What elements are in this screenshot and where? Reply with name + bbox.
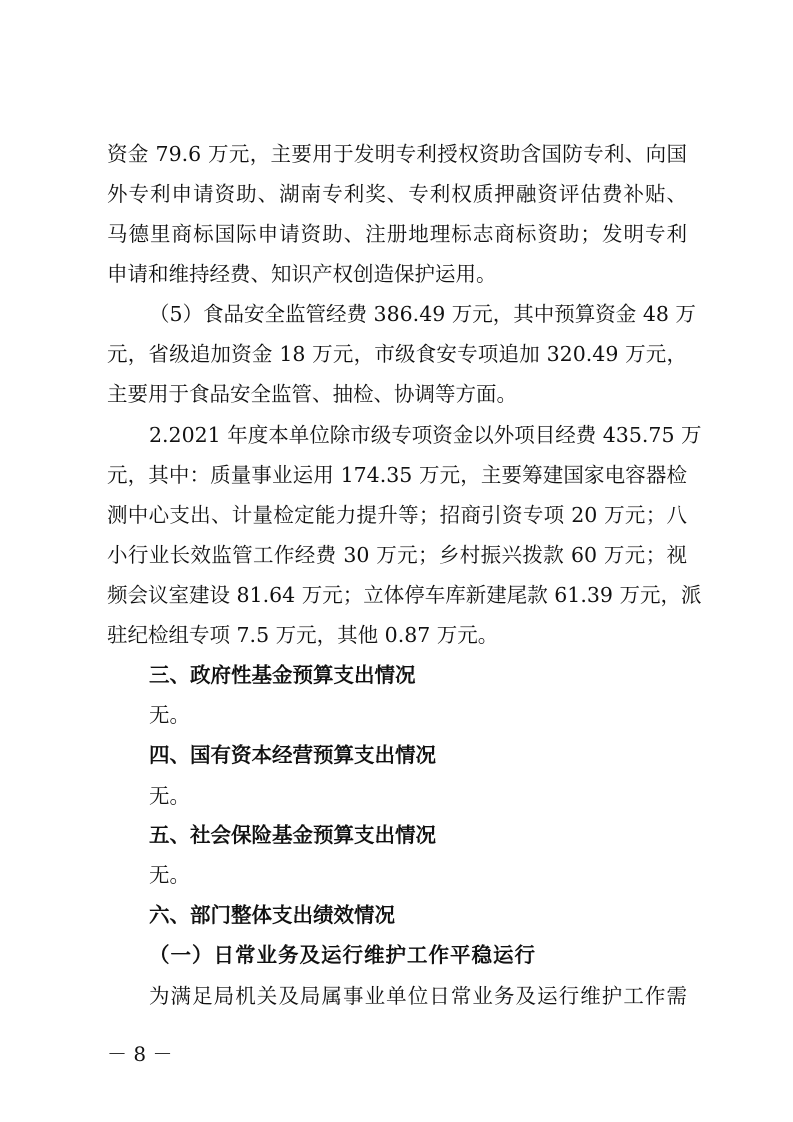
body-line: 主要用于食品安全监管、抽检、协调等方面。 [107, 382, 517, 406]
section-body-5: 无。 [149, 863, 190, 887]
section-body-3: 无。 [149, 703, 190, 727]
page-number: － 8 － [107, 1042, 173, 1066]
body-line: 外专利申请资助、湖南专利奖、专利权质押融资评估费补贴、 [107, 182, 687, 206]
section-heading-4: 四、国有资本经营预算支出情况 [149, 743, 436, 767]
body-line: 申请和维持经费、知识产权创造保护运用。 [107, 262, 497, 286]
body-line: 驻纪检组专项 7.5 万元，其他 0.87 万元。 [107, 623, 499, 647]
body-line: 马德里商标国际申请资助、注册地理标志商标资助；发明专利 [107, 222, 687, 246]
body-line: 2.2021 年度本单位除市级专项资金以外项目经费 435.75 万 [149, 423, 702, 447]
section-body-4: 无。 [149, 784, 190, 808]
body-line: 小行业长效监管工作经费 30 万元；乡村振兴拨款 60 万元；视 [107, 543, 687, 567]
section-heading-5: 五、社会保险基金预算支出情况 [149, 823, 436, 847]
body-line: （5）食品安全监管经费 386.49 万元，其中预算资金 48 万 [149, 302, 696, 326]
body-line: 为满足局机关及局属事业单位日常业务及运行维护工作需 [149, 984, 687, 1008]
body-line: 元，省级追加资金 18 万元，市级食安专项追加 320.49 万元， [107, 342, 687, 366]
section-heading-6: 六、部门整体支出绩效情况 [149, 903, 395, 927]
body-line: 频会议室建设 81.64 万元；立体停车库新建尾款 61.39 万元，派 [107, 583, 702, 607]
section-heading-3: 三、政府性基金预算支出情况 [149, 663, 416, 687]
body-line: 测中心支出、计量检定能力提升等；招商引资专项 20 万元；八 [107, 503, 687, 527]
body-line: 资金 79.6 万元，主要用于发明专利授权资助含国防专利、向国 [107, 142, 687, 166]
subsection-heading: （一）日常业务及运行维护工作平稳运行 [149, 943, 536, 967]
body-line: 元，其中：质量事业运用 174.35 万元，主要筹建国家电容器检 [107, 463, 687, 487]
